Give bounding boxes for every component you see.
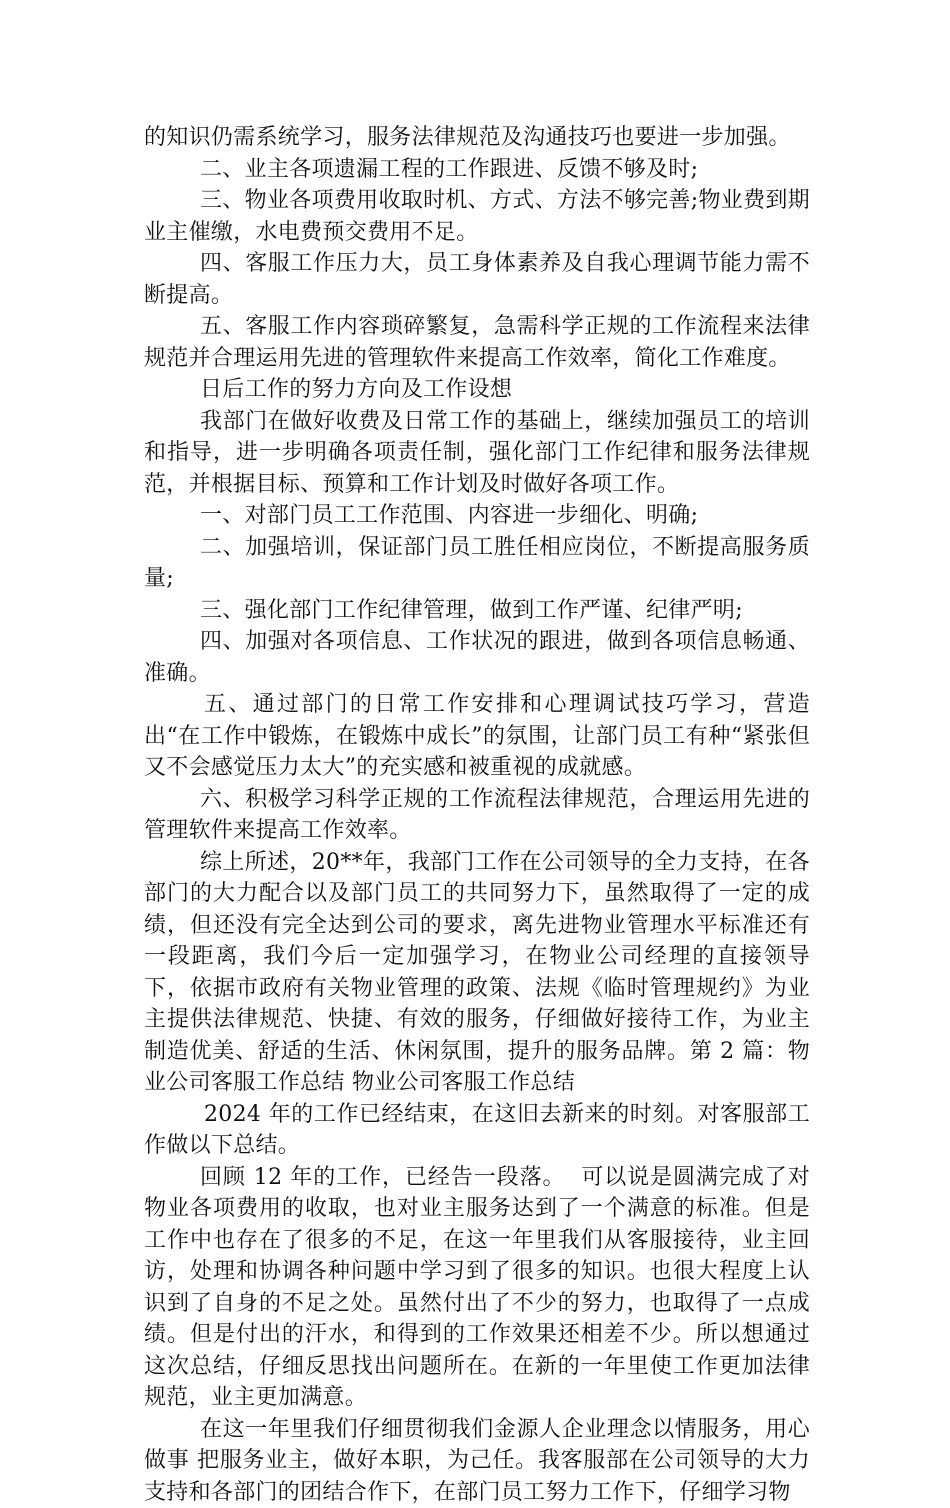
paragraph: 2024 年的工作已经结束，在这旧去新来的时刻。对客服部工作做以下总结。 bbox=[144, 1099, 810, 1162]
paragraph: 的知识仍需系统学习，服务法律规范及沟通技巧也要进一步加强。 bbox=[144, 122, 810, 154]
paragraph: 三、强化部门工作纪律管理，做到工作严谨、纪律严明; bbox=[144, 595, 810, 627]
document-page bbox=[144, 122, 810, 1508]
paragraph: 二、业主各项遗漏工程的工作跟进、反馈不够及时; bbox=[144, 154, 810, 186]
paragraph: 在这一年里我们仔细贯彻我们金源人企业理念以情服务，用心做事 把服务业主，做好本职，为己任。我客服部在公司领导的大力支持和各部门的团结合作下，在部门员工努力工作下，仔细学习物 bbox=[144, 1414, 810, 1508]
paragraph: 五、通过部门的日常工作安排和心理调试技巧学习，营造出“在工作中锻炼，在锻炼中成长”的氛围，让部门员工有种“紧张但又不会感觉压力太大”的充实感和被重视的成就感。 bbox=[144, 689, 810, 784]
paragraph: 五、客服工作内容琐碎繁复，急需科学正规的工作流程来法律规范并合理运用先进的管理软件来提高工作效率，简化工作难度。 bbox=[144, 311, 810, 374]
paragraph: 回顾 12 年的工作，已经告一段落。 可以说是圆满完成了对物业各项费用的收取，也对业主服务达到了一个满意的标准。但是工作中也存在了很多的不足，在这一年里我们从客服接待，业主回访，处理和协调各种问题中学习到了很多的知识。也很大程度上认识到了自身的不足之处。虽然付出了不少的努力，也取得了一点成绩。但是付出的汗水，和得到的工作效果还相差不少。所以想通过这次总结，仔细反思找出问题所在。在新的一年里使工作更加法律规范，业主更加满意。 bbox=[144, 1162, 810, 1414]
paragraph: 二、加强培训，保证部门员工胜任相应岗位，不断提高服务质量; bbox=[144, 532, 810, 595]
paragraph: 四、客服工作压力大，员工身体素养及自我心理调节能力需不断提高。 bbox=[144, 248, 810, 311]
section-heading: 日后工作的努力方向及工作设想 bbox=[144, 374, 810, 406]
paragraph: 我部门在做好收费及日常工作的基础上，继续加强员工的培训和指导，进一步明确各项责任制，强化部门工作纪律和服务法律规范，并根据目标、预算和工作计划及时做好各项工作。 bbox=[144, 406, 810, 501]
paragraph: 四、加强对各项信息、工作状况的跟进，做到各项信息畅通、准确。 bbox=[144, 626, 810, 689]
paragraph: 三、物业各项费用收取时机、方式、方法不够完善;物业费到期业主催缴，水电费预交费用不足。 bbox=[144, 185, 810, 248]
paragraph: 六、积极学习科学正规的工作流程法律规范，合理运用先进的管理软件来提高工作效率。 bbox=[144, 784, 810, 847]
paragraph: 综上所述，20**年，我部门工作在公司领导的全力支持，在各部门的大力配合以及部门员工的共同努力下，虽然取得了一定的成绩，但还没有完全达到公司的要求，离先进物业管理水平标准还有一段距离，我们今后一定加强学习，在物业公司经理的直接领导下，依据市政府有关物业管理的政策、法规《临时管理规约》为业主提供法律规范、快捷、有效的服务，仔细做好接待工作，为业主制造优美、舒适的生活、休闲氛围，提升的服务品牌。第 2 篇：物业公司客服工作总结 物业公司客服工作总结 bbox=[144, 847, 810, 1099]
paragraph: 一、对部门员工工作范围、内容进一步细化、明确; bbox=[144, 500, 810, 532]
